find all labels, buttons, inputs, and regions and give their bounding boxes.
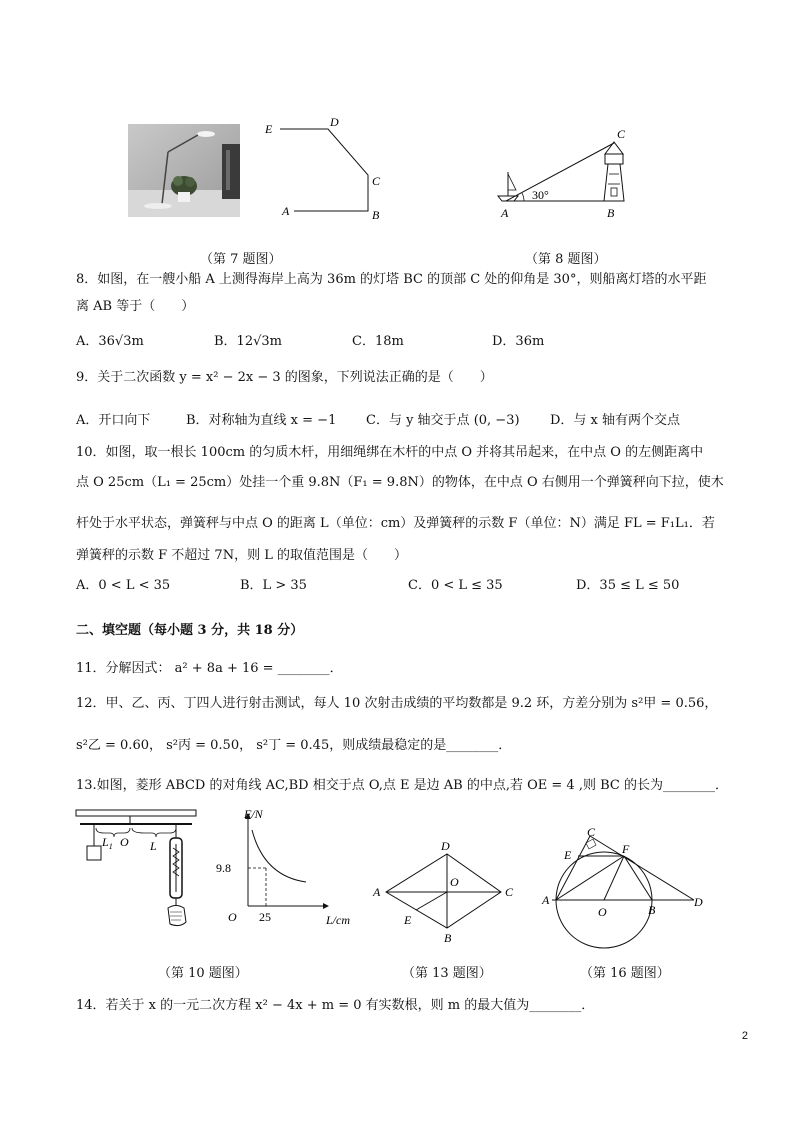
fig10-graph	[208, 800, 368, 934]
graph-xlabel: L/cm	[326, 913, 350, 927]
q8-stem-line1: 8．如图，在一艘小船 A 上测得海岸上高为 36m 的灯塔 BC 的顶部 C 处的仰角是 30°，则船离灯塔的水平距	[76, 272, 707, 287]
q11-stem: 11．分解因式： a² + 8a + 16 = ________．	[76, 661, 343, 676]
fig7-photo	[128, 124, 240, 217]
q9-stem: 9．关于二次函数 y = x² − 2x − 3 的图象，下列说法正确的是（ ）	[76, 370, 493, 385]
fig7-diagram	[262, 112, 392, 224]
fig13-caption: （第 13 题图）	[402, 966, 492, 981]
fig16-label-d: D	[694, 895, 703, 909]
fig13-label-o: O	[450, 875, 459, 889]
q10-option-b: B．L > 35	[240, 578, 307, 593]
fig16-label-o: O	[598, 905, 607, 919]
fig7-label-b: B	[372, 208, 380, 222]
fig16-label-a: A	[542, 893, 550, 907]
q8-option-c: C．18m	[352, 334, 404, 349]
graph-xval: 25	[259, 910, 271, 924]
fig8-angle-label: 30°	[532, 188, 549, 202]
q9-option-a: A．开口向下	[76, 413, 151, 428]
fig7-label-a: A	[282, 204, 290, 218]
q10-option-a: A．0 < L < 35	[76, 578, 171, 593]
fig8-diagram	[496, 124, 636, 224]
fig13-label-c: C	[505, 885, 514, 899]
fig10-label-o: O	[120, 835, 129, 849]
section-fill-in-heading: 二、填空题（每小题 3 分，共 18 分）	[76, 623, 304, 638]
fig16-label-c: C	[587, 826, 596, 839]
fig13-diagram	[370, 836, 520, 944]
fig10-label-l1: $L_1$	[102, 835, 113, 851]
fig16-label-e: E	[564, 848, 572, 862]
q12-stem-line1: 12．甲、乙、丙、丁四人进行射击测试，每人 10 次射击成绩的平均数都是 9.2 环，方差分别为 s²甲 = 0.56，	[76, 696, 718, 711]
fig13-label-d: D	[441, 839, 450, 853]
q9-option-b: B．对称轴为直线 x = −1	[186, 413, 337, 428]
q10-stem-line4: 弹簧秤的示数 F 不超过 7N，则 L 的取值范围是（ ）	[76, 548, 407, 563]
page-number: 2	[741, 1030, 748, 1042]
fig13-label-e: E	[404, 913, 412, 927]
fig8-caption: （第 8 题图）	[525, 252, 607, 267]
q13-stem: 13.如图，菱形 ABCD 的对角线 AC,BD 相交于点 O,点 E 是边 AB 的中点,若 OE = 4 ,则 BC 的长为________．	[76, 778, 728, 793]
graph-origin: O	[228, 910, 237, 924]
q8-option-b: B．12√3m	[214, 334, 282, 349]
fig13-label-b: B	[444, 931, 452, 944]
fig7-caption: （第 7 题图）	[200, 252, 282, 267]
fig13-label-a: A	[373, 885, 381, 899]
q10-stem-line2: 点 O 25cm（L₁ = 25cm）处挂一个重 9.8N（F₁ = 9.8N）的物体，在中点 O 右侧用一个弹簧秤向下拉，使木	[76, 475, 724, 490]
q8-option-a: A．36√3m	[76, 334, 144, 349]
q8-stem-line2: 离 AB 等于（ ）	[76, 299, 195, 314]
fig10-label-l: L	[150, 839, 157, 853]
fig16-label-f: F	[622, 842, 630, 856]
fig7-label-d: D	[330, 115, 339, 129]
q14-stem: 14．若关于 x 的一元二次方程 x² − 4x + m = 0 有实数根，则 m 的最大值为________．	[76, 998, 595, 1013]
fig7-label-e: E	[265, 122, 273, 136]
fig7-label-c: C	[372, 174, 381, 188]
q10-stem-line1: 10．如图，取一根长 100cm 的匀质木杆，用细绳绑在木杆的中点 O 并将其吊起来，在中点 O 的左侧距离中	[76, 445, 704, 460]
fig16-diagram	[538, 826, 718, 954]
q10-option-c: C．0 < L ≤ 35	[408, 578, 503, 593]
graph-yval: 9.8	[216, 861, 231, 875]
q10-option-d: D．35 ≤ L ≤ 50	[576, 578, 680, 593]
fig8-label-b: B	[607, 206, 615, 220]
fig8-label-a: A	[501, 206, 509, 220]
q10-stem-line3: 杆处于水平状态，弹簧秤与中点 O 的距离 L（单位：cm）及弹簧秤的示数 F（单位：N）满足 FL = F₁L₁．若	[76, 516, 715, 531]
q8-option-d: D．36m	[492, 334, 545, 349]
fig16-caption: （第 16 题图）	[580, 966, 670, 981]
fig10-diagram	[74, 808, 204, 938]
q9-option-d: D．与 x 轴有两个交点	[550, 413, 681, 428]
fig8-label-c: C	[617, 127, 626, 141]
graph-ylabel: F/N	[244, 807, 263, 821]
fig16-label-b: B	[648, 903, 656, 917]
q12-stem-line2: s²乙 = 0.60， s²丙 = 0.50， s²丁 = 0.45，则成绩最稳定的是________．	[76, 738, 512, 753]
q9-option-c: C．与 y 轴交于点 (0, −3)	[366, 413, 520, 428]
fig10-caption: （第 10 题图）	[158, 966, 248, 981]
